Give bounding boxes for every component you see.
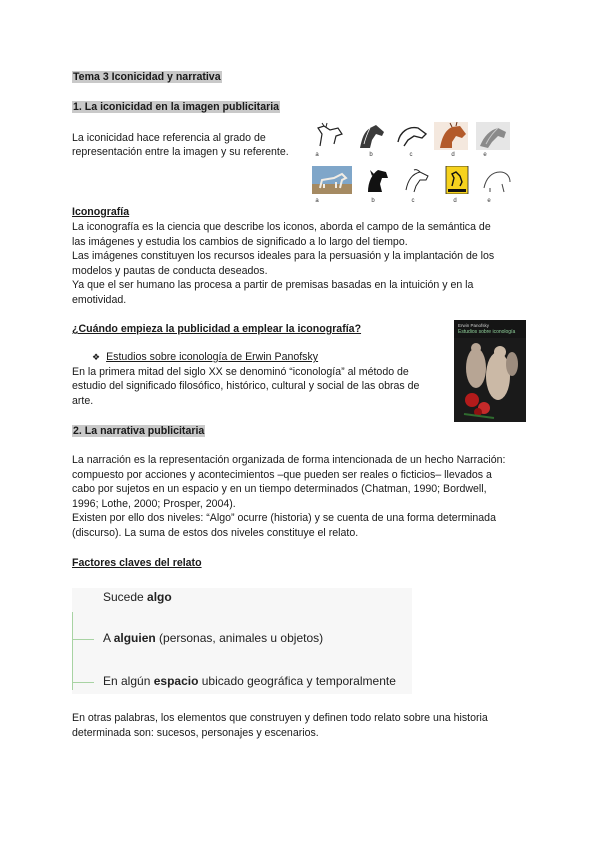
closing-line: determinada son: sucesos, personajes y escenarios. [72,726,319,739]
narrativa-line: compuesto por acciones y acontecimientos –que pueden ser reales o ficticios– llevados a [72,468,492,481]
iconicity-paragraph-line-1: La iconicidad hace referencia al grado de [72,132,266,144]
document-title: Tema 3 Iconicidad y narrativa [73,71,221,83]
panofsky-bullet-item: ❖ Estudios sobre iconología de Erwin Panofsky [92,351,319,363]
horse-sculpture-icon [476,122,510,150]
narrativa-line: 1996; Lothe, 2000; Prosper, 2004). [72,497,236,510]
diagram-branch-line [72,682,94,683]
book-cover-artwork-icon [454,338,526,422]
diagram-branch-line [72,639,94,640]
horse-head-drawing-icon [354,122,388,150]
iconicity-paragraph-line-2: representación entre la imagen y su referente. [72,146,289,158]
factores-heading: Factores claves del relato [72,557,202,569]
section-1-heading: 1. La iconicidad en la imagen publicitaria [73,101,280,113]
cuando-line: En la primera mitad del siglo XX se denominó “iconología” al método de [72,365,409,378]
iconografia-line: Las imágenes constituyen los recursos ideales para la persuasión y la implantación de los [72,250,495,262]
horse-iconicity-figure: a b c d e a b c d e [312,122,514,208]
factor-item-espacio: En algún espacio ubicado geográfica y temporalmente [103,674,396,688]
cuando-heading: ¿Cuándo empieza la publicidad a emplear la iconografía? [72,323,362,335]
horse-photo-icon [312,166,352,194]
horse-sketch-icon [312,122,346,150]
closing-line: En otras palabras, los elementos que construyen y definen todo relato sobre una historia [72,712,488,724]
book-cover-image: Erwin Panofsky Estudios sobre iconología [454,320,526,422]
horse-line-art-icon [400,166,434,194]
iconografia-heading: Iconografía [72,206,130,218]
ferrari-logo-icon [440,166,474,194]
cuando-line: estudio del significado filosófico, histórico, cultural y social de las obras de [72,380,420,392]
factor-item-algo: Sucede algo [103,590,172,604]
iconografia-line: modelos y pautas de conducta deseados. [72,264,268,277]
iconografia-line: Ya que el ser humano las procesa a partir de premisas basadas en la intuición y en la [72,279,474,291]
factor-item-alguien: A alguien (personas, animales u objetos) [103,631,324,645]
iconografia-line: La iconografía es la ciencia que describe los iconos, aborda el campo de la semántica de [72,221,491,233]
narrativa-line: Existen por ello dos niveles: “Algo” ocurre (historia) y se cuenta de una forma determinada [72,512,496,524]
diagram-connector-line [72,612,73,690]
horse-outline-icon [394,122,428,150]
cuando-line: arte. [72,394,94,407]
iconografia-line: emotividad. [72,293,127,306]
iconografia-line: las imágenes y estudia los cambios de significado a lo largo del tiempo. [72,235,408,248]
horse-silhouette-icon [360,166,394,194]
narrativa-line: La narración es la representación organizada de forma intencionada de un hecho Narración: [72,454,506,466]
diamond-bullet-icon: ❖ [92,353,101,363]
narrativa-line: (discurso). La suma de estos dos niveles constituye el relato. [72,526,359,539]
section-2-heading: 2. La narrativa publicitaria [73,425,205,437]
factores-diagram [72,588,412,694]
horse-minimal-sketch-icon [480,166,514,194]
narrativa-line: cabo por sujetos en un espacio y en un tiempo determinados (Chatman, 1990; Bordwell, [72,483,487,495]
horse-painting-icon [434,122,468,150]
